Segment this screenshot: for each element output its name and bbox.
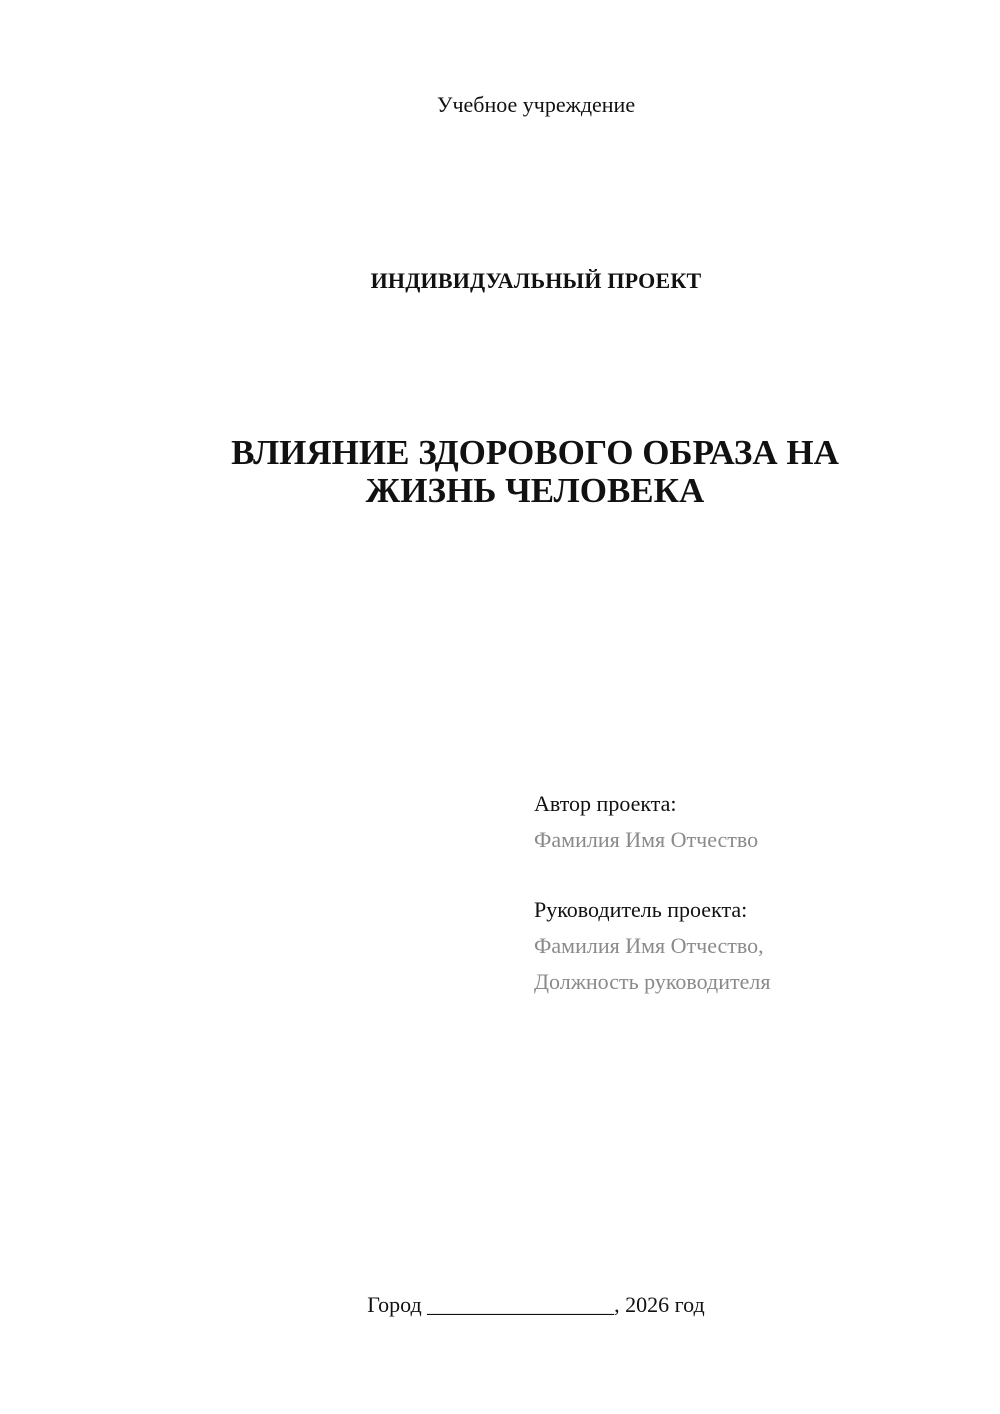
project-title-line: ВЛИЯНИЕ ЗДОРОВОГО ОБРАЗА НА	[231, 433, 839, 472]
author-label: Автор проекта:	[534, 791, 677, 816]
author-name: Фамилия Имя Отчество	[534, 827, 759, 852]
supervisor-position: Должность руководителя	[534, 969, 771, 994]
spacer	[534, 858, 974, 892]
supervisor-label: Руководитель проекта:	[534, 897, 748, 922]
city-year-line: Город _________________, 2026 год	[367, 1292, 705, 1317]
project-info-block	[534, 786, 974, 1000]
supervisor-name: Фамилия Имя Отчество,	[534, 933, 764, 958]
project-title	[150, 434, 920, 510]
institution-name: Учебное учреждение	[436, 92, 636, 117]
project-title-line: ЖИЗНЬ ЧЕЛОВЕКА	[365, 471, 705, 510]
document-type: ИНДИВИДУАЛЬНЫЙ ПРОЕКТ	[370, 268, 702, 293]
